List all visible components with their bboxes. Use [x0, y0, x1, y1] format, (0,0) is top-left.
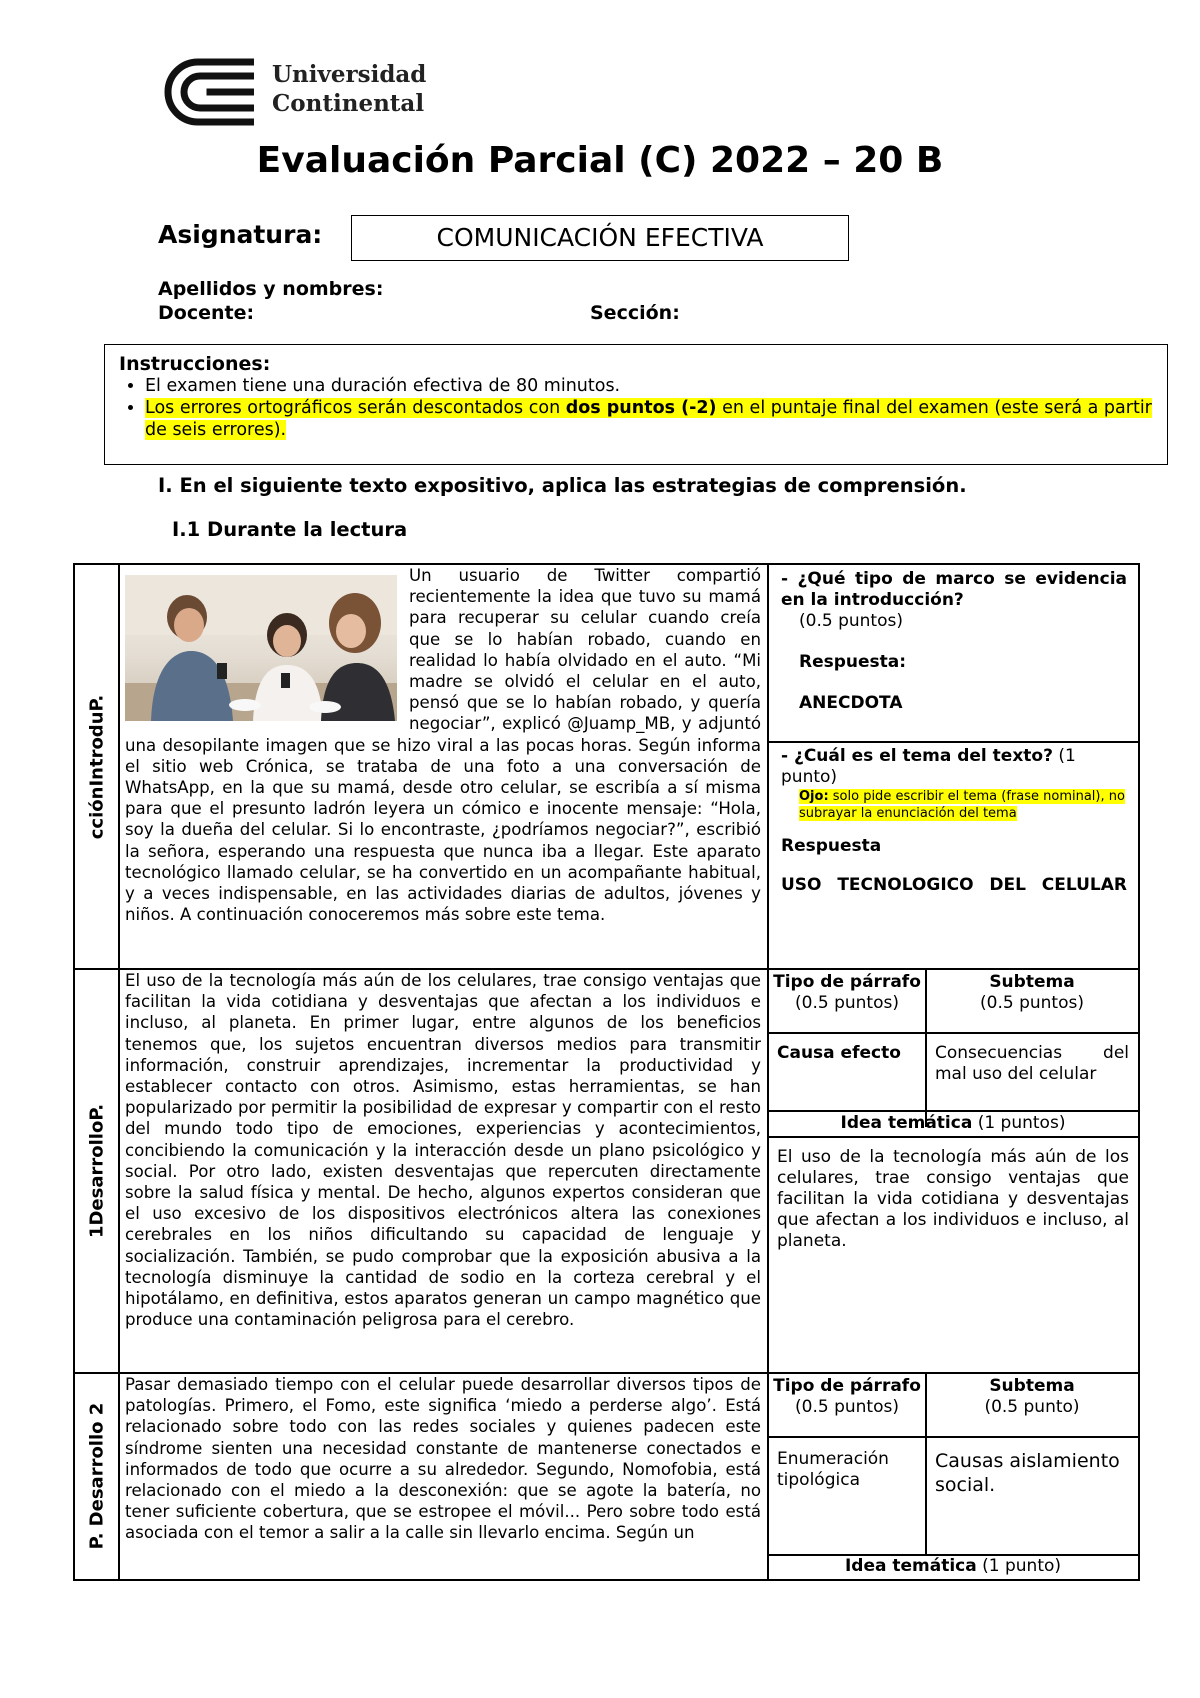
dev1-idea-header: Idea temática (1 puntos) — [840, 1113, 1066, 1133]
instruction-item: • El examen tiene una duración efectiva de 80 minutos. — [145, 375, 1153, 397]
instructions-list — [119, 375, 1153, 441]
q2-note: solo pide escribir el tema (frase nominal), no subrayar la enunciación del tema — [799, 789, 1125, 821]
dev2-type-header: Tipo de párrafo (0.5 puntos) — [773, 1376, 921, 1417]
dev2-paragraph: Pasar demasiado tiempo con el celular puede desarrollar diversos tipos de patologías. Primero, el Fomo, este significa ‘miedo a perderse algo’. Está relacionado sobre todo con las redes sociales y quienes padecen este síndrome sienten una necesidad constante de mantenerse conectados e informados de todo que ocurre a su alrededor. Segundo, Nomofobia, está relacionado con el miedo a la desconexión: que se agote la batería, no tener suficiente cobertura, que se estropee el móvil... Pero sobre todo está asociada con el temor a salir a la calle sin llevarlo encima. Según un — [125, 1375, 761, 1543]
q2-text: - ¿Cuál es el tema del texto? — [781, 746, 1053, 766]
q2-note-label: Ojo: — [799, 789, 829, 804]
instructions-heading: Instrucciones: — [119, 353, 271, 375]
logo-line-1: Universidad — [272, 61, 427, 88]
subject-label: Asignatura: — [158, 220, 323, 249]
q1-answer-label: Respuesta: — [799, 652, 907, 672]
section-label: Sección: — [590, 302, 680, 324]
instruction-text: Los errores ortográficos serán descontados con — [145, 398, 566, 418]
q2-answer-label: Respuesta — [781, 836, 882, 856]
dev2-type-answer: Enumeración tipológica — [777, 1449, 889, 1490]
dev1-idea-answer: El uso de la tecnología más aún de los celulares, trae consigo ventajas que facilitan la vida cotidiana y desventajas que afectan a los individuos e incluso, al planeta. — [777, 1147, 1129, 1251]
names-label: Apellidos y nombres: — [158, 278, 384, 300]
dev1-subtopic-answer: Consecuencias del mal uso del celular — [935, 1043, 1129, 1084]
instruction-penalty: dos puntos (-2) — [565, 398, 717, 418]
students-phones-photo — [125, 575, 397, 721]
logo-mark-icon — [158, 54, 258, 130]
dev1-type-header: Tipo de párrafo (0.5 puntos) — [773, 972, 921, 1013]
q1-points: (0.5 puntos) — [799, 611, 903, 631]
logo-line-2: Continental — [272, 90, 425, 117]
teacher-label: Docente: — [158, 302, 255, 324]
section-heading: I. En el siguiente texto expositivo, aplica las estrategias de comprensión. — [158, 474, 967, 497]
intro-side-label: cciónIntroduP. — [86, 694, 108, 839]
subsection-heading: I.1 Durante la lectura — [172, 518, 408, 541]
exam-title: Evaluación Parcial (C) 2022 – 20 B — [256, 140, 944, 181]
dev2-subtopic-answer: Causas aislamiento social. — [935, 1450, 1120, 1496]
instruction-text: en el puntaje final del examen (este será a partir de seis errores). — [145, 398, 1152, 440]
dev1-type-answer: Causa efecto — [777, 1043, 901, 1063]
q2-answer: USO TECNOLOGICO DEL CELULAR — [781, 875, 1127, 895]
dev2-subtopic-header: Subtema (0.5 punto) — [984, 1376, 1080, 1417]
instruction-item — [145, 397, 1153, 441]
intro-question-1 — [775, 567, 1133, 739]
dev2-side-label: P. Desarrollo 2 — [86, 1402, 108, 1550]
subject-box: COMUNICACIÓN EFECTIVA — [351, 215, 849, 261]
reading-table — [73, 563, 1140, 1581]
intro-question-2 — [775, 744, 1133, 966]
dev1-paragraph: El uso de la tecnología más aún de los celulares, trae consigo ventajas que facilitan la vida cotidiana y desventajas que afectan a los individuos e incluso, al planeta. En primer lugar, entre algunos de los beneficios tenemos que, los sujetos encuentran diversos medios para transmitir información, construir aprendizajes, incrementar la productividad y establecer contacto con otros. Asimismo, estas herramientas, se han popularizado por permitir la posibilidad de expresar y compartir con el resto del mundo todo tipo de emociones, experiencias y acontecimientos, concibiendo la comunicación y la interacción desde un plano psicológico y social. Por otro lado, existen desventajas que repercuten directamente sobre la salud física y mental. De hecho, algunos expertos consideran que el uso excesivo de los dispositivos electrónicos altera las conexiones cerebrales en los niños dificultando su capacidad de lenguaje y socialización. También, se pudo comprobar que la exposición abusiva a la tecnología disminuye la cantidad de sodio en la corteza cerebral y el hipotálamo, en definitiva, estos aparatos generan un campo magnético que produce una contaminación peligrosa para el cerebro. — [125, 971, 761, 1330]
q1-answer: ANECDOTA — [799, 693, 903, 713]
intro-paragraph — [123, 565, 763, 968]
q1-text: - ¿Qué tipo de marco se evidencia en la introducción? — [781, 569, 1127, 610]
intro-text: Un usuario de Twitter compartió recientemente la idea que tuvo su mamá para recuperar su celular cuando creía que se lo habían robado, cuando en realidad lo había olvidado en el auto. “Mi madre se olvidó el celular en el auto, pensó que se lo habían robado, y quería negociar”, explicó @Juamp_MB, y adjuntó una desopilante imagen que se hizo viral a las pocas horas. Según informa el sitio web Crónica, se trataba de una foto a una conversación de WhatsApp, en la que su mamá, desde otro celular, se escribía a sí misma para que el presunto ladrón leyera un cómico e inocente mensaje: “Hola, soy la dueña del celular. Si lo encontraste, ¿podríamos negociar?”, escribió la señora, esperando una respuesta que nunca iba a llegar. Este aparato tecnológico llamado celular, se ha convertido en un acompañante habitual, y a veces indispensable, en las actividades diarias de adultos, jóvenes y niños. A continuación conoceremos más sobre este tema. — [125, 566, 761, 925]
dev1-subtopic-header: Subtema (0.5 puntos) — [980, 972, 1084, 1013]
q2-points: (1 punto) — [781, 746, 1076, 787]
student-info — [158, 277, 680, 325]
university-logo — [158, 54, 428, 130]
dev1-side-label: 1DesarrolloP. — [86, 1103, 108, 1238]
instructions-box — [104, 344, 1168, 465]
dev2-idea-header: Idea temática (1 punto) — [844, 1556, 1062, 1576]
